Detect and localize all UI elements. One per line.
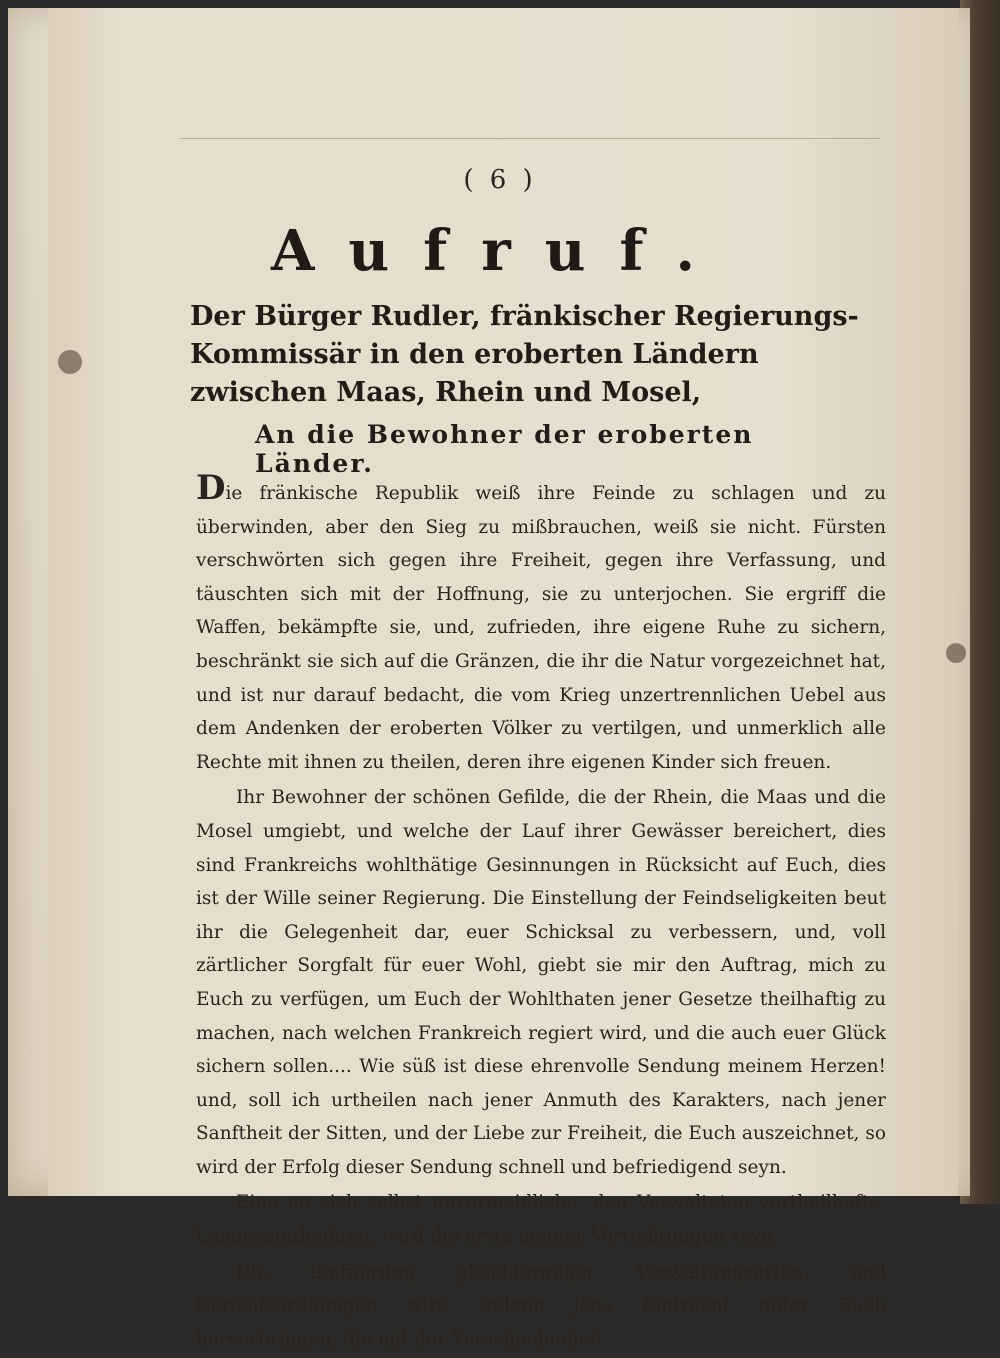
paragraph-3: Eine an sich selbst unvermeidliche, den Verwalteten vortheilhafte, Landeseintheilung, wird die erste meiner Verrichtungen seyn. (196, 1192, 886, 1248)
proclamation-address: An die Bewohner der eroberten Länder. (255, 420, 754, 478)
body-text (196, 468, 886, 1358)
page-title: Aufruf. (270, 218, 730, 284)
paragraph-2: Ihr Bewohner der schönen Gefilde, die der Rhein, die Maas und die Mosel umgiebt, und welche der Lauf ihrer Gewässer bereichert, dies sind Frankreichs wohlthätige Gesinnungen in Rücksicht auf Euch, dies ist der Wille seiner Regierung. Die Einstellung der Feindseligkeiten beut ihr die Gelegenheit dar, euer Schicksal zu verbessern, und, voll zärtlicher Sorgfalt für euer Wohl, giebt sie mir den Auftrag, mich zu Euch zu verfügen, um Euch der Wohlthaten jener Gesetze theilhaftig zu machen, nach welchen Frankreich regiert wird, und die auch euer Glück sichern sollen.... Wie süß ist diese ehrenvolle Sendung meinem Herzen! und, soll ich urtheilen nach jener Anmuth des Karakters, nach jener Sanftheit der Sitten, und der Liebe zur Freiheit, die Euch auszeichnet, so wird der Erfolg dieser Sendung schnell und befriedigend seyn. (196, 787, 886, 1178)
ink-stain (58, 350, 82, 374)
paragraph-1 (196, 468, 886, 779)
page-number: ( 6 ) (463, 165, 537, 195)
header-rule (180, 138, 880, 139)
proclamation-author: Der Bürger Rudler, fränkischer Regierungs-Kommissär in den eroberten Ländern zwischen Maas, Rhein und Mosel, (190, 301, 859, 408)
drop-cap: D (196, 468, 226, 508)
ink-stain (946, 643, 966, 663)
paragraph-4: Die Einführung gleichförmiger Verwaltungsarten, und Gerichtsordnungen wird sodann jene Eintracht unter Euch hervorbringen, die mit der Verschiedenheit (196, 1261, 886, 1350)
paragraph-1-text: ie fränkische Republik weiß ihre Feinde zu schlagen und zu überwinden, aber den Sieg zu mißbrauchen, weiß sie nicht. Fürsten verschwörten sich gegen ihre Freiheit, gegen ihre Verfassung, und täuschten sich mit der Hoffnung, sie zu unterjochen. Sie ergriff die Waffen, bekämpfte sie, und, zufrieden, ihre eigene Ruhe zu sichern, beschränkt sie sich auf die Gränzen, die ihr die Natur vorgezeichnet hat, und ist nur darauf bedacht, die vom Krieg unzertrennlichen Uebel aus dem Andenken der eroberten Völker zu vertilgen, und unmerklich alle Rechte mit ihnen zu theilen, deren ihre eigenen Kinder sich freuen. (196, 483, 886, 773)
